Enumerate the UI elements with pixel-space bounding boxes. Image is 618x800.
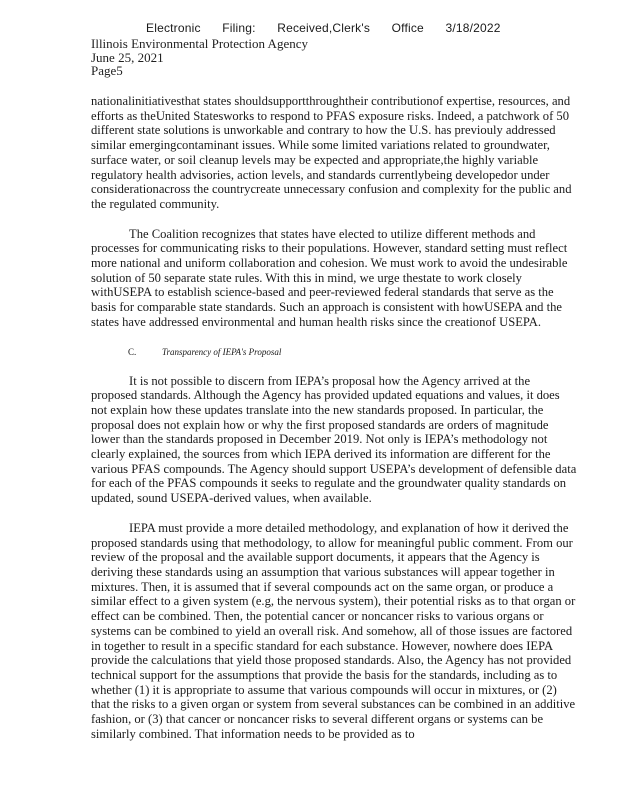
paragraph-2: The Coalition recognizes that states have elected to utilize different methods and processes for communicating risks to their populations. However, standard setting must reflect more national and uniform collaboration and cohesion. We must work to avoid the undesirable solution of 50 separate state rules. With this in mind, we urge thestate to work closely withUSEPA to establish science-based and peer-reviewed federal standards that serve as the basis for comparable state standards. Such an approach is consistent with howUSEPA and the states have addressed environmental and human health risks since the creationof USEPA.: [91, 226, 568, 329]
stamp-received: Received,Clerk's: [277, 21, 371, 35]
section-heading-letter: C.: [128, 346, 137, 357]
stamp-date: 3/18/2022: [445, 21, 501, 35]
letterhead-page: Page5: [91, 63, 123, 79]
paragraph-4: IEPA must provide a more detailed methodology, and explanation of how it derived the proposed standards using that methodology, to allow for meaningful public comment. From our review of the proposal and the available support documents, it appears that the Agency is deriving these standards using an assumption that various substances will appear together in mixtures. Then, it is assumed that if several compounds act on the same organ, or produce a similar effect to a given system (e.g, the nervous system), their potential risks as to that organ or effect can be combined. Then, the potential cancer or noncancer risks to various organs or systems can be combined to yield an overall risk. And somehow, all of those issues are factored in together to result in a specific standard for each substance. However, nowhere does IEPA provide the calculations that yield those proposed standards. Also, the Agency has not provided technical support for the assumptions that provide the basis for the standards, including as to whether (1) it is appropriate to assume that various compounds will occur in mixtures, or (2) that the risks to a given organ or system from several substances can be combined in an additive fashion, or (3) that cancer or noncancer risks to several different organs or systems can be similarly combined. That information needs to be provided as to: [91, 520, 576, 741]
stamp-electronic: Electronic: [146, 21, 201, 35]
letterhead-agency: Illinois Environmental Protection Agency: [91, 36, 308, 51]
stamp-filing: Filing:: [222, 21, 256, 35]
letterhead-date: June 25, 2021: [91, 49, 164, 65]
paragraph-1: nationalinitiativesthat states shouldsupportthroughtheir contributionof expertise, resources, and efforts as theUnited Statesworks to respond to PFAS exposure risks. Indeed, a patchwork of 50 different state solutions is unworkable and contrary to how the U.S. has previouly addressed similar emergingcontaminant issues. While some limited variations related to groundwater, surface water, or soil cleanup levels may be expected and appropriate,the highly variable regulatory health advisories, action levels, and standards currentlybeing developedor under considerationacross the countrycreate unnecessary confusion and complexity for the public and the regulated community.: [91, 94, 572, 211]
letterhead: [91, 37, 308, 78]
stamp-office: Office: [391, 21, 424, 35]
paragraph-3: It is not possible to discern from IEPA’s proposal how the Agency arrived at the proposed standards. Although the Agency has provided updated equations and values, it does not explain how these updates translate into the new standards proposed. In particular, the proposal does not explain how or why the first proposed standards are orders of magnitude lower than the standards proposed in December 2019. Not only is IEPA’s methodology not clearly explained, the sources from which IEPA derived its information are different for the various PFAS compounds. The Agency should support USEPA’s development of defensible data for each of the PFAS compounds it seeks to regulate and the groundwater quality standards on updated, sound USEPA-derived values, when available.: [91, 373, 577, 506]
section-heading: [91, 345, 577, 359]
filing-stamp: [146, 21, 501, 35]
section-heading-title: Transparency of IEPA's Proposal: [162, 346, 282, 357]
document-body: [91, 94, 577, 756]
